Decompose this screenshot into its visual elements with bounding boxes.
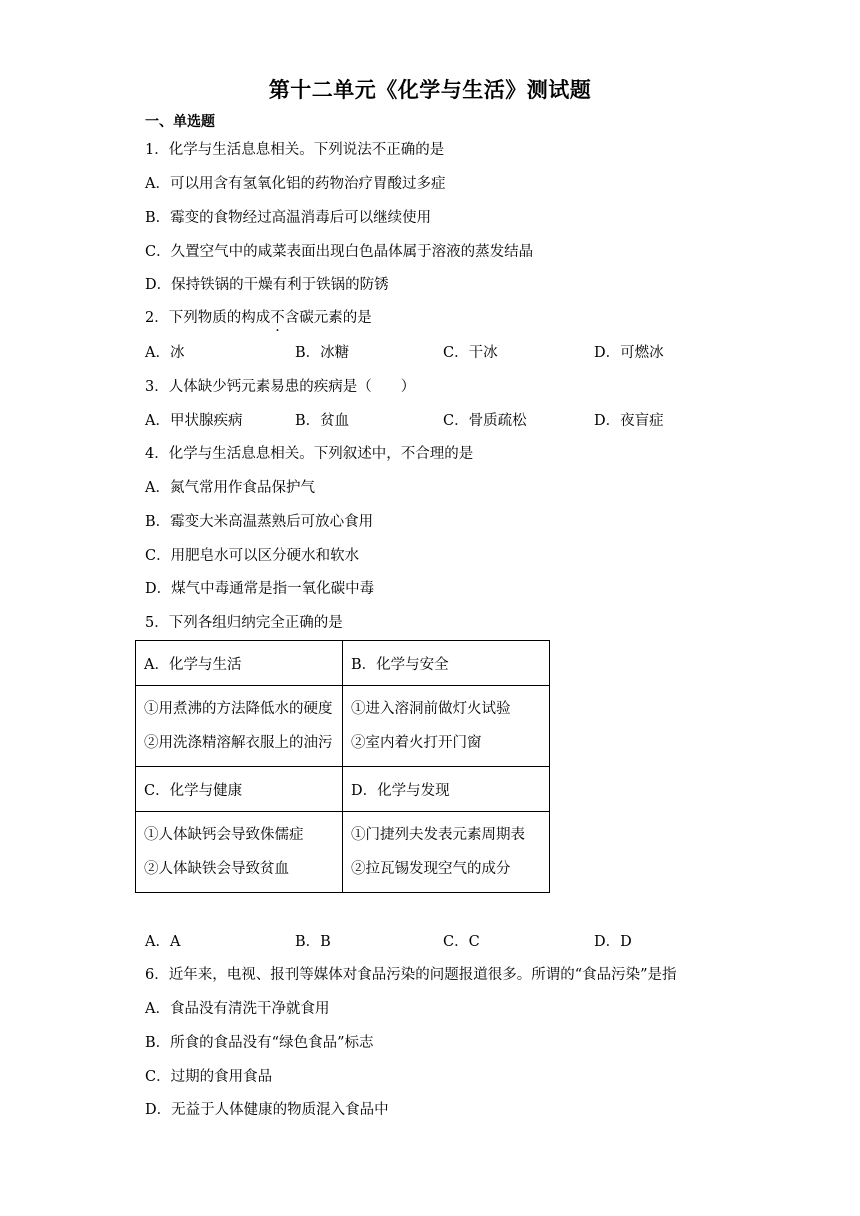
- q5-stem: 5．下列各组归纳完全正确的是: [145, 615, 343, 631]
- q4-stem: 4．化学与生活息息相关。下列叙述中，不合理的是: [145, 446, 474, 462]
- q2-stem-pre: 2．下列物质的构成: [145, 310, 271, 326]
- q5-cell-c-head: C．化学与健康: [136, 767, 343, 812]
- q1-option-c: C．久置空气中的咸菜表面出现白色晶体属于溶液的蒸发结晶: [145, 244, 534, 260]
- q1-option-d: D．保持铁锅的干燥有利于铁锅的防锈: [145, 277, 389, 293]
- q4-option-b: B．霉变大米高温蒸熟后可放心食用: [145, 514, 374, 530]
- q3-option-a: A．甲状腺疾病: [145, 413, 243, 429]
- q5-b-item-1: ①进入溶洞前做灯火试验: [351, 701, 511, 717]
- q5-cell-c-body: [136, 812, 343, 893]
- q5-option-a: A．A: [145, 934, 181, 950]
- q1-stem: 1．化学与生活息息相关。下列说法不正确的是: [145, 142, 445, 158]
- page-title: 第十二单元《化学与生活》测试题: [268, 78, 592, 102]
- q5-option-d: D．D: [594, 934, 632, 950]
- q2-option-c: C．干冰: [443, 345, 498, 361]
- q2-stem-post: 含碳元素的是: [284, 310, 372, 326]
- q1-option-b: B．霉变的食物经过高温消毒后可以继续使用: [145, 210, 432, 226]
- section-heading: 一、单选题: [145, 114, 215, 130]
- q3-option-b: B．贫血: [295, 413, 350, 429]
- q3-option-d: D．夜盲症: [594, 413, 664, 429]
- q4-option-c: C．用肥皂水可以区分硬水和软水: [145, 548, 360, 564]
- q2-option-a: A．冰: [145, 345, 185, 361]
- q5-cell-b-body: [343, 686, 550, 767]
- q6-option-b: B．所食的食品没有“绿色食品”标志: [145, 1035, 374, 1051]
- q5-d-item-1: ①门捷列夫发表元素周期表: [351, 827, 525, 843]
- q6-option-c: C．过期的食用食品: [145, 1069, 273, 1085]
- q1-option-a: A．可以用含有氢氧化铝的药物治疗胃酸过多症: [145, 176, 446, 192]
- q2-option-b: B．冰糖: [295, 345, 350, 361]
- q2-stem-emphasis: 不: [270, 310, 285, 326]
- q6-option-a: A．食品没有清洗干净就食用: [145, 1001, 330, 1017]
- q5-a-item-2: ②用洗涤精溶解衣服上的油污: [144, 735, 333, 751]
- q5-cell-d-body: [343, 812, 550, 893]
- q4-option-d: D．煤气中毒通常是指一氧化碳中毒: [145, 581, 375, 597]
- q5-cell-d-head: D．化学与发现: [343, 767, 550, 812]
- q5-table: [135, 640, 550, 893]
- q5-c-item-1: ①人体缺钙会导致侏儒症: [144, 827, 304, 843]
- q3-stem: 3．人体缺少钙元素易患的疾病是（ ）: [145, 379, 416, 395]
- q6-stem: 6．近年来，电视、报刊等媒体对食品污染的问题报道很多。所谓的“食品污染”是指: [145, 967, 677, 983]
- q5-c-item-2: ②人体缺铁会导致贫血: [144, 861, 289, 877]
- q3-option-c: C．骨质疏松: [443, 413, 527, 429]
- q2-stem: [145, 308, 372, 328]
- q6-option-d: D．无益于人体健康的物质混入食品中: [145, 1102, 389, 1118]
- q5-cell-a-head: A．化学与生活: [136, 641, 343, 686]
- q5-cell-a-body: [136, 686, 343, 767]
- q5-d-item-2: ②拉瓦锡发现空气的成分: [351, 861, 511, 877]
- q4-option-a: A．氮气常用作食品保护气: [145, 480, 315, 496]
- q5-b-item-2: ②室内着火打开门窗: [351, 735, 482, 751]
- q5-option-b: B．B: [295, 934, 331, 950]
- q5-cell-b-head: B．化学与安全: [343, 641, 550, 686]
- q5-a-item-1: ①用煮沸的方法降低水的硬度: [144, 701, 333, 717]
- q5-option-c: C．C: [443, 934, 480, 950]
- q2-option-d: D．可燃冰: [594, 345, 664, 361]
